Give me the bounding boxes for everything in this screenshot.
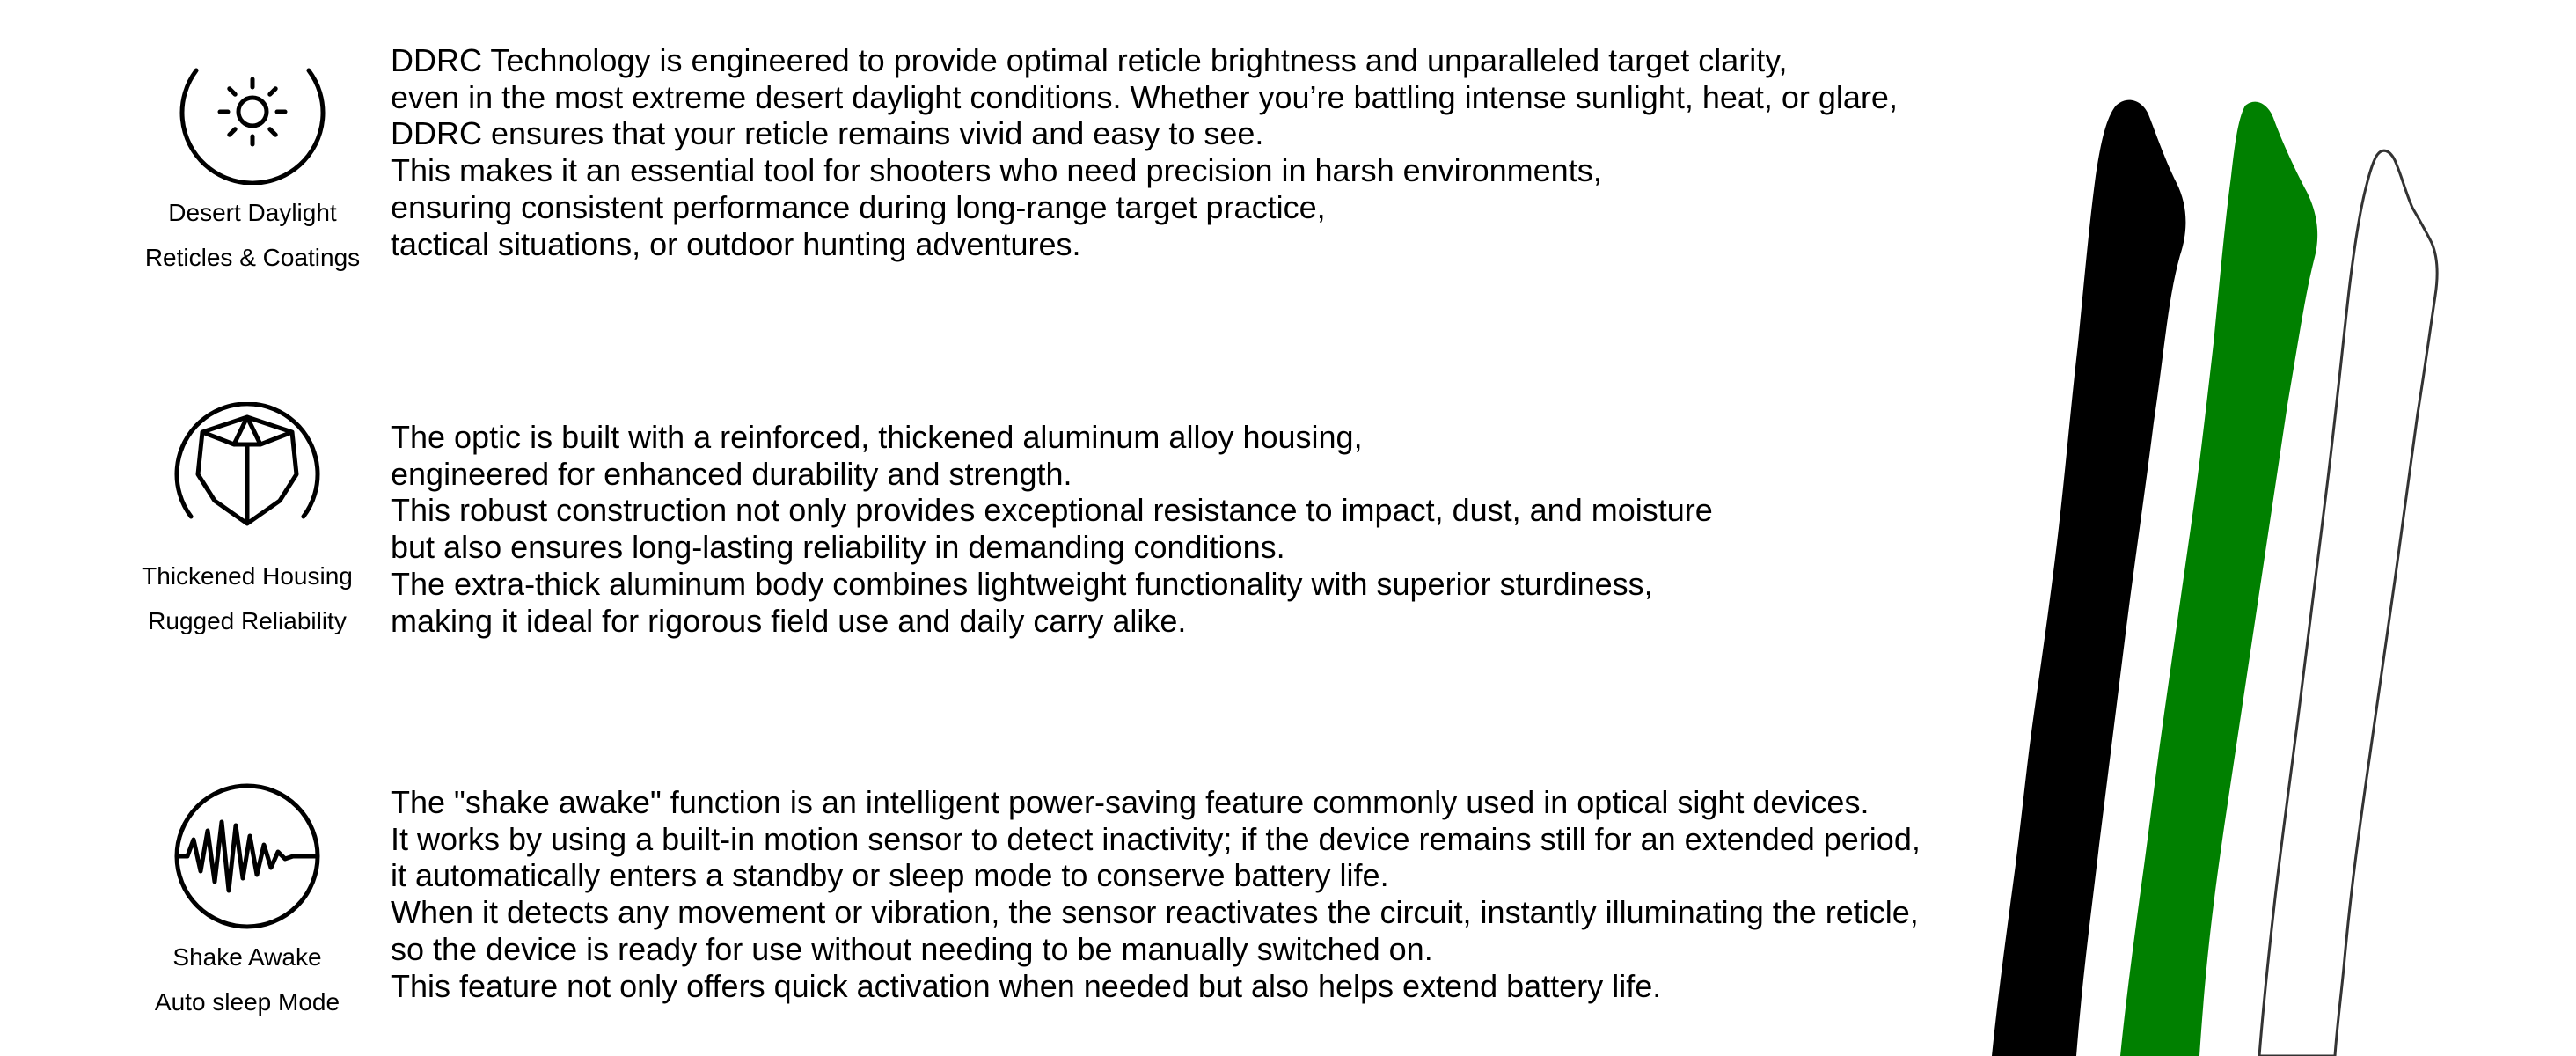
description-line: tactical situations, or outdoor hunting adventures. [391, 225, 1081, 262]
feature-title: Desert Daylight [168, 199, 337, 226]
feature-icon-block [120, 744, 375, 1024]
description-line: engineered for enhanced durability and strength. [391, 455, 1072, 492]
waveform-icon [174, 783, 320, 929]
description-line: even in the most extreme desert daylight conditions. Whether you’re battling intense sunlight, heat, or glare, [391, 78, 1898, 115]
description-line: it automatically enters a standby or sleep mode to conserve battery life. [391, 857, 1389, 894]
feature-subtitle: Auto sleep Mode [154, 988, 340, 1016]
description-line: DDRC Technology is engineered to provide optimal reticle brightness and unparalleled target clarity, [391, 42, 1788, 78]
description-line: ensuring consistent performance during long-range target practice, [391, 188, 1326, 225]
feature-icon-block [120, 365, 375, 643]
description-line: but also ensures long-lasting reliability in demanding conditions. [391, 529, 1285, 566]
shield-icon [174, 402, 320, 548]
feature-title: Shake Awake [172, 943, 322, 971]
feature-description [391, 42, 1898, 262]
color-swatch-strokes [1980, 88, 2455, 1056]
description-line: The extra-thick aluminum body combines lightweight functionality with superior sturdiness, [391, 565, 1653, 602]
description-line: The "shake awake" function is an intelligent power-saving feature commonly used in optical sight devices. [391, 784, 1870, 820]
feature-subtitle: Reticles & Coatings [144, 244, 361, 271]
sun-icon [179, 39, 326, 185]
description-line: DDRC ensures that your reticle remains vivid and easy to see. [391, 115, 1264, 152]
feature-subtitle: Rugged Reliability [148, 607, 347, 634]
description-line: It works by using a built-in motion sensor to detect inactivity; if the device remains still for an extended period, [391, 820, 1921, 857]
feature-title: Thickened Housing [142, 562, 353, 590]
description-line: This feature not only offers quick activation when needed but also helps extend battery life. [391, 967, 1662, 1004]
description-line: The optic is built with a reinforced, thickened aluminum alloy housing, [391, 419, 1363, 455]
description-line: When it detects any movement or vibration, the sensor reactivates the circuit, instantly illuminating the reticle, [391, 894, 1919, 931]
description-line: This robust construction not only provides exceptional resistance to impact, dust, and moisture [391, 492, 1713, 529]
feature-description [391, 419, 1713, 639]
description-line: so the device is ready for use without needing to be manually switched on. [391, 930, 1433, 967]
description-line: This makes it an essential tool for shooters who need precision in harsh environments, [391, 152, 1602, 189]
feature-description [391, 784, 1921, 1004]
description-line: making it ideal for rigorous field use and daily carry alike. [391, 602, 1187, 639]
feature-icon-block [125, 0, 380, 280]
